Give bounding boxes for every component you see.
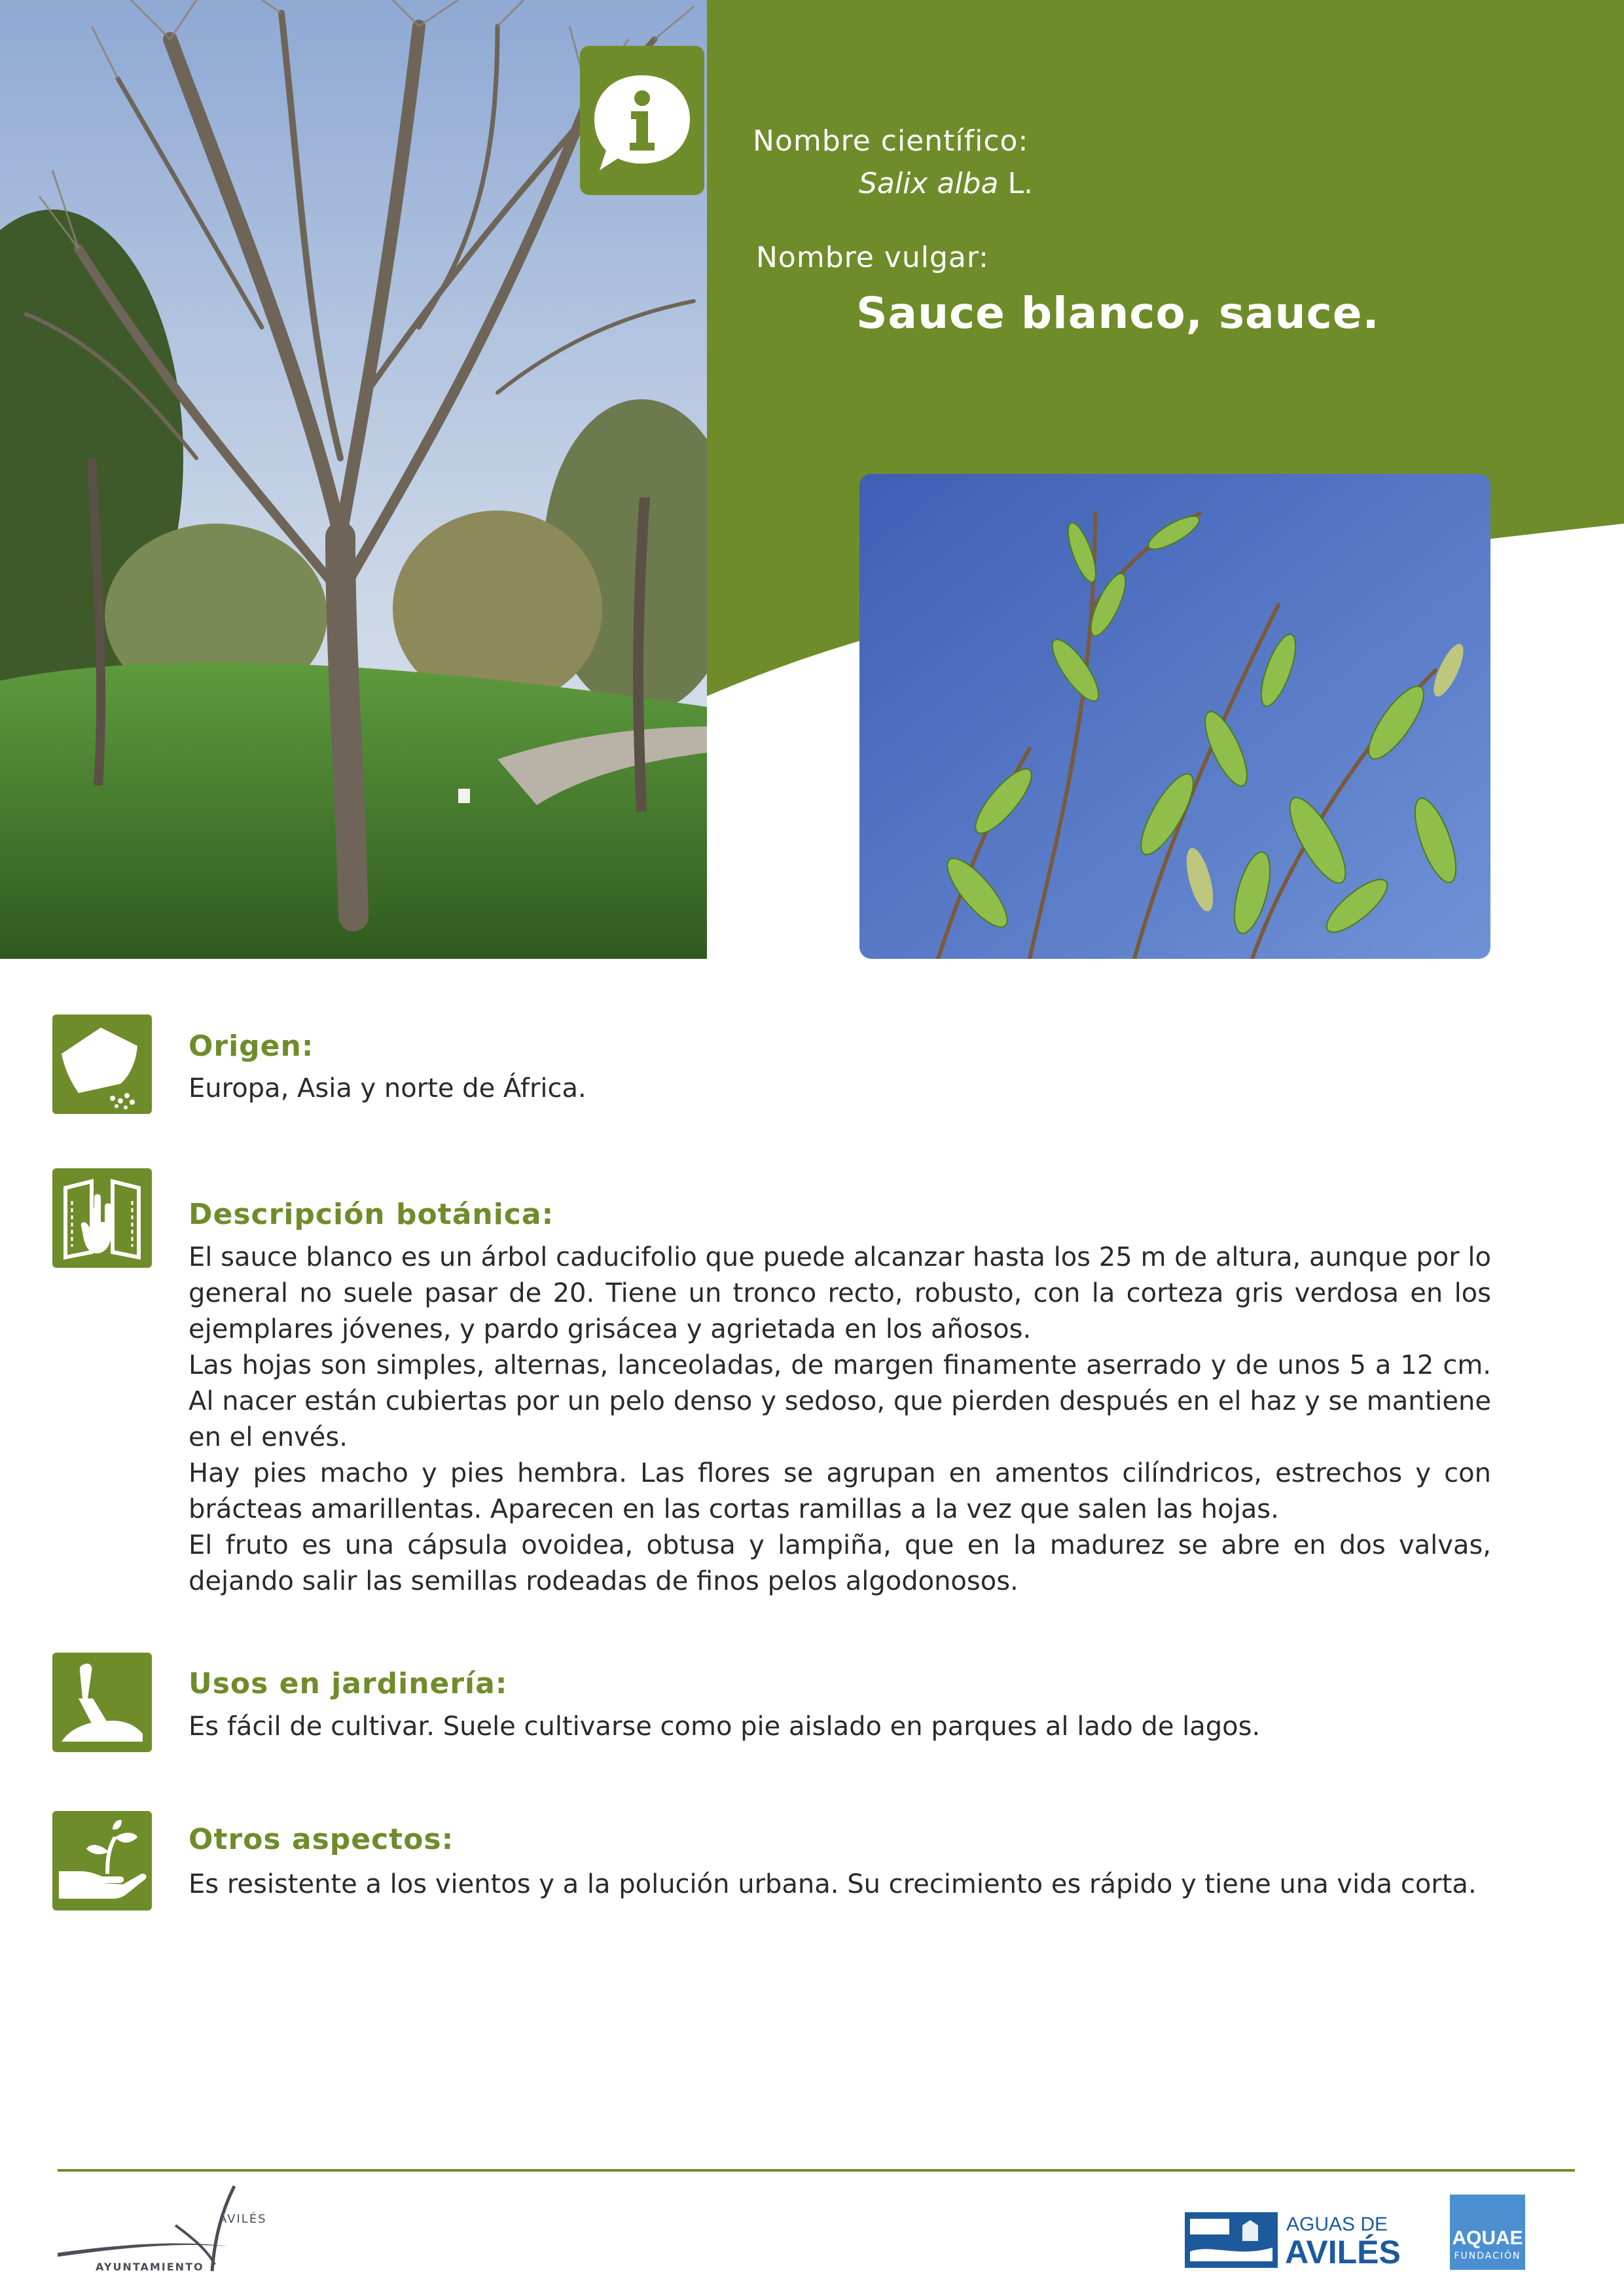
hand-sprout-icon [52, 1811, 152, 1910]
common-name-label: Nombre vulgar: [756, 241, 989, 274]
footer-divider [58, 2169, 1575, 2172]
origin-text: Europa, Asia y norte de África. [189, 1073, 586, 1103]
description-paragraph: El fruto es una cápsula ovoidea, obtusa y lampiña, que en la madurez se abre en dos valvas, dejando salir las semillas rodeadas de finos pelos algodonosos. [189, 1530, 1491, 1596]
scientific-name-value [859, 167, 1033, 200]
aquae-sub: FUNDACIÓN [1454, 2251, 1521, 2261]
origin-icon-box [52, 1014, 152, 1114]
aguas-line1: AGUAS DE [1286, 2214, 1388, 2235]
other-title: Otros aspectos: [189, 1823, 454, 1856]
other-icon-box [52, 1811, 152, 1910]
info-badge [580, 46, 704, 195]
uses-icon-box [52, 1653, 152, 1752]
uses-text: Es fácil de cultivar. Suele cultivarse como pie aislado en parques al lado de lagos. [189, 1712, 1261, 1742]
seed-packet-icon [52, 1014, 152, 1114]
origin-title: Origen: [189, 1030, 314, 1063]
aguas-emblem [1185, 2212, 1278, 2268]
ayuntamiento-label: AYUNTAMIENTO [96, 2261, 204, 2273]
scientific-author: L. [1007, 167, 1033, 200]
info-speech-icon [580, 46, 704, 195]
aguas-de-aviles-logo [1185, 2212, 1401, 2268]
ship-wave-icon [1185, 2212, 1278, 2268]
common-name-value: Sauce blanco, sauce. [856, 288, 1380, 338]
scientific-species: Salix alba [859, 167, 999, 200]
aguas-line2: AVILÉS [1285, 2234, 1401, 2270]
fundacion-aquae-logo [1450, 2195, 1525, 2270]
botanical-book-icon [52, 1168, 152, 1268]
scientific-name-label: Nombre científico: [753, 124, 1029, 158]
description-paragraph: Las hojas son simples, alternas, lanceoladas, de margen finamente aserrado y de unos 5 a 12 cm. Al nacer están cubiertas por un pelo denso y sedoso, que pierden después en el haz y se mantiene en el envés. [189, 1350, 1491, 1452]
aquae-name: AQUAE [1452, 2227, 1523, 2249]
uses-title: Usos en jardinería: [189, 1667, 508, 1700]
other-text: Es resistente a los vientos y a la polución urbana. Su crecimiento es rápido y tiene una vida corta. [189, 1869, 1477, 1899]
description-text [189, 1240, 1491, 1600]
botanical-icon-box [52, 1168, 152, 1268]
leaves-photo [859, 474, 1490, 959]
ayuntamiento-city: AVILÉS [219, 2212, 267, 2226]
trowel-soil-icon [52, 1653, 152, 1752]
description-paragraph: Hay pies macho y pies hembra. Las flores se agrupan en amentos cilíndricos, estrechos y con brácteas amarillentas. Aparecen en las cortas ramillas a la vez que salen las hojas. [189, 1458, 1491, 1524]
description-title: Descripción botánica: [189, 1198, 554, 1231]
description-paragraph: El sauce blanco es un árbol caducifolio que puede alcanzar hasta los 25 m de altura, aunque por lo general no suele pasar de 20. Tiene un tronco recto, robusto, con la corteza gris verdosa en los ejemplares jóvenes, y pardo grisácea y agrietada en los añosos. [189, 1242, 1491, 1344]
ayuntamiento-logo [58, 2179, 280, 2278]
